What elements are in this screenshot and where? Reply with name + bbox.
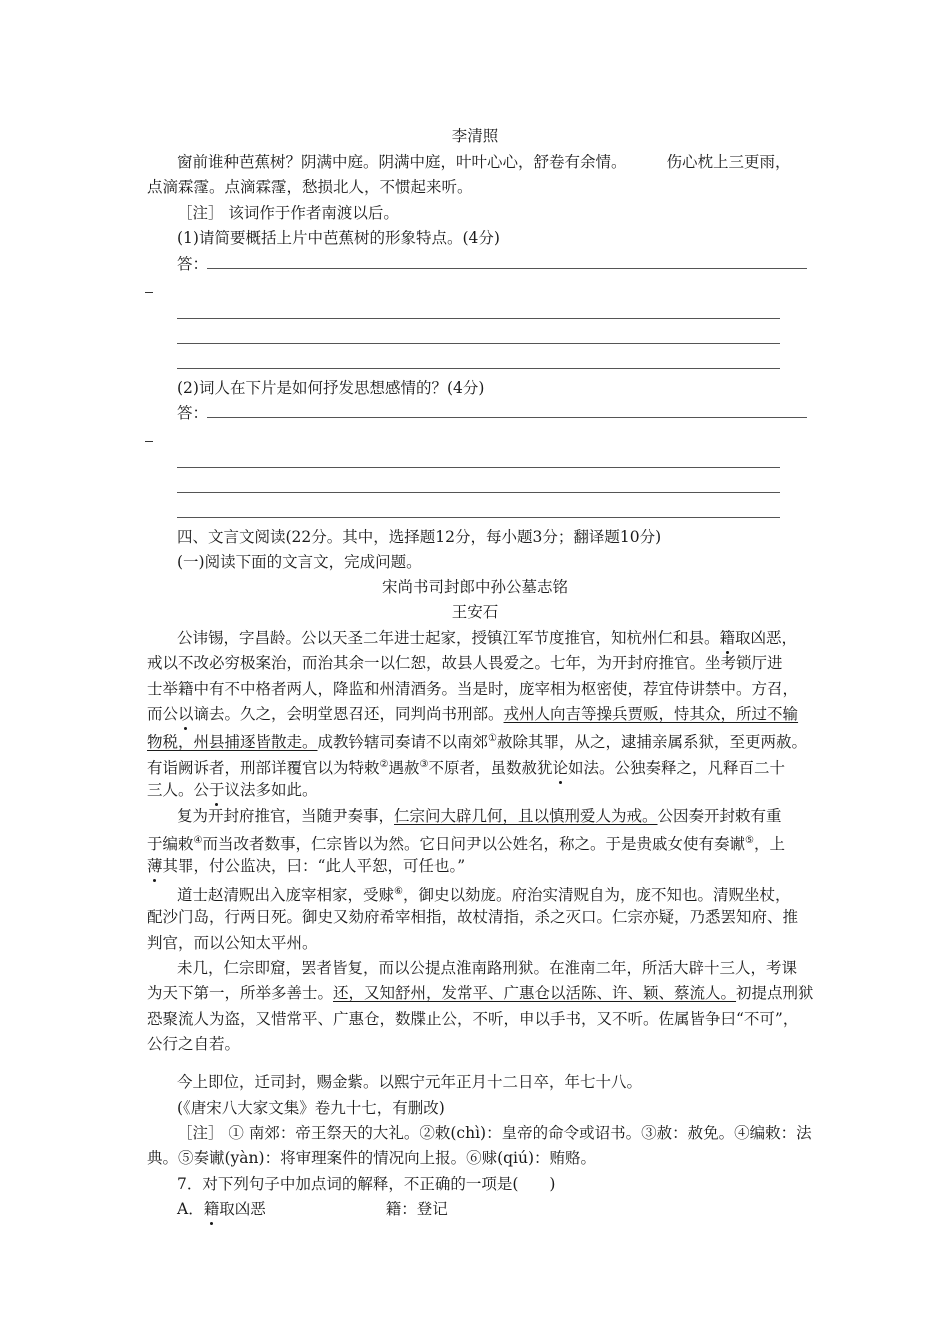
passage-line: 士举籍中有不中格者两人，降监和州清酒务。当是时，庞宰相为枢密使，荐宜侍讲禁中。方召，	[147, 680, 799, 698]
footnote-marker: ②	[379, 759, 389, 770]
poem-line-2: 点滴霖霪。点滴霖霪，愁损北人，不惯起来听。	[147, 178, 473, 196]
answer-label-2: 答：	[177, 404, 209, 422]
passage-line: 公行之自若。	[147, 1035, 241, 1053]
text-run: 赦除其罪，从之，逮捕亲属系狱，至更两赦。	[497, 733, 808, 752]
question-2: (2)词人在下片是如何抒发思想感情的？(4分)	[177, 379, 485, 397]
passage-note: 典。⑤奏谳(yàn)：将审理案件的情况向上报。⑥赇(qiú)：贿赂。	[147, 1149, 597, 1167]
poem-line-1-text: 窗前谁种芭蕉树？阴满中庭。阴满中庭，叶叶心心，舒卷有余情。	[177, 153, 627, 171]
dotted-word: 籍	[720, 626, 736, 650]
section-intro: (一)阅读下面的文言文，完成问题。	[177, 553, 422, 571]
text-run: 成教钤辖司奏请不以南郊	[317, 733, 489, 752]
passage-line	[177, 626, 797, 650]
answer-line	[177, 467, 780, 468]
dotted-word: 于	[209, 778, 225, 802]
text-run: 道士赵清贶出入庞宰相家，受赇	[177, 886, 395, 905]
text-run: 为天下第一，所举多善士。	[147, 984, 334, 1002]
text-run: 复为开封府推官，当随尹奏事，	[177, 807, 395, 825]
footnote-marker: ⑤	[745, 835, 754, 846]
section-heading: 四、文言文阅读(22分。其中，选择题12分，每小题3分；翻译题10分)	[177, 528, 662, 546]
passage-source: (《唐宋八大家文集》卷九十七，有删改)	[177, 1099, 445, 1117]
passage-line: 恐聚流人为盗，又惜常平、广惠仓，数牒止公，不听，申以手书，又不听。佐属皆争曰“不可”，	[147, 1010, 799, 1028]
dash-mark	[145, 441, 153, 442]
dotted-word: 以	[178, 702, 194, 726]
text-run: ，上	[753, 835, 785, 854]
text-run: 谪去。久之，会明堂恩召还，同判尚书刑部。	[193, 705, 504, 723]
text-run: 公讳锡，字昌龄。公以天圣二年进士起家，授镇江军节度推官，知杭州仁和县。	[177, 629, 720, 647]
passage-line: 今上即位，迁司封，赐金紫。以熙宁元年正月十二日卒，年七十八。	[177, 1073, 643, 1091]
passage-line	[177, 804, 782, 828]
answer-line	[177, 343, 780, 344]
passage-line: 判官，而以公知太平州。	[147, 934, 318, 952]
option-a	[177, 1197, 448, 1221]
dash-mark	[145, 292, 153, 293]
text-run: 于编敕	[147, 835, 194, 854]
poem-title: 李清照	[451, 127, 499, 145]
passage-line	[147, 981, 814, 1005]
passage-line	[177, 880, 791, 907]
passage-title: 宋尚书司封郎中孙公墓志铭	[381, 578, 568, 596]
text-run: 取凶恶	[219, 1200, 266, 1218]
passage-line	[147, 854, 465, 878]
underlined-sentence: 还，又知舒州，发常平、广惠仓以活陈、许、颖、蔡流人。	[333, 984, 737, 1002]
poem-note: ［注］ 该词作于作者南渡以后。	[177, 204, 399, 222]
answer-line	[207, 417, 807, 418]
answer-line	[177, 368, 780, 369]
footnote-marker: ③	[419, 759, 429, 770]
answer-line	[177, 492, 780, 493]
text-run: ，御史以劾庞。府治实清贶自为，庞不知也。清贶坐杖，	[402, 886, 791, 905]
answer-label-1: 答：	[177, 255, 209, 273]
passage-author: 王安石	[451, 603, 499, 621]
text-run: 如法。公独奏释之，凡释百二十	[568, 759, 786, 778]
answer-line	[207, 268, 807, 269]
answer-line	[177, 517, 780, 518]
text-run: 初提点刑狱	[736, 984, 814, 1002]
text-run: 取凶恶，	[735, 629, 798, 647]
answer-line	[177, 318, 780, 319]
underlined-sentence: 戎州人向吉等操兵贾贩，恃其众，所过不输	[503, 705, 799, 723]
passage-line: 配沙门岛，行两日死。御史又劾府希宰相指，故杖清指，杀之灭口。仁宗亦疑，乃悉罢知府、推	[147, 908, 799, 926]
question-1: (1)请简要概括上片中芭蕉树的形象特点。(4分)	[177, 229, 500, 247]
question-7: 7．对下列句子中加点词的解释，不正确的一项是( )	[177, 1175, 556, 1193]
passage-line	[147, 829, 785, 856]
poem-line-1b-text: 伤心枕上三更雨，	[666, 153, 791, 171]
footnote-marker: ①	[488, 733, 497, 744]
option-gloss: 籍：登记	[385, 1200, 448, 1218]
text-run: 议法多如此。	[224, 781, 318, 799]
text-run: 公因奏开封敕有重	[657, 807, 782, 825]
dotted-word: 薄	[147, 854, 163, 878]
underlined-sentence: 物税，州县捕逐皆散走。	[147, 733, 318, 752]
poem-line-1	[177, 150, 791, 174]
dotted-word: 论	[552, 756, 568, 780]
text-run: 而当改者数事，仁宗皆以为然。它日问尹以公姓名，称之。于是贵戚女使有奏谳	[202, 835, 745, 854]
text-run: 而公	[147, 705, 179, 723]
passage-line	[147, 778, 318, 802]
passage-line	[147, 702, 798, 726]
passage-note: ［注］ ① 南郊：帝王祭天的大礼。②敕(chì)：皇帝的命令或诏书。③赦：赦免。④编敕：法	[177, 1124, 812, 1142]
text-run: 其罪，付公监决，曰：“此人平恕，可任也。”	[162, 857, 466, 875]
text-run: 不原者，虽数赦犹	[428, 759, 553, 778]
text-run: 有诣阙诉者，刑部详覆官以为特敕	[147, 759, 380, 778]
passage-line: 未几，仁宗即窟，罢者皆复，而以公提点淮南路刑狱。在淮南二年，所活大辟十三人，考课	[177, 959, 798, 977]
passage-line	[147, 727, 807, 754]
dotted-word: 籍	[204, 1197, 220, 1221]
passage-line: 戒以不改必穷极案治，而治其余一以仁恕，故县人畏爱之。七年，为开封府推官。坐考锁厅进	[147, 654, 783, 672]
passage-line	[147, 753, 785, 780]
underlined-sentence: 仁宗问大辟几何，且以慎刑爱人为戒。	[394, 807, 658, 825]
text-run: 三人。公	[147, 781, 210, 799]
footnote-marker: ④	[193, 835, 203, 846]
text-run: 遇赦	[388, 759, 420, 778]
footnote-marker: ⑥	[394, 886, 403, 897]
option-label: A．	[177, 1200, 204, 1218]
